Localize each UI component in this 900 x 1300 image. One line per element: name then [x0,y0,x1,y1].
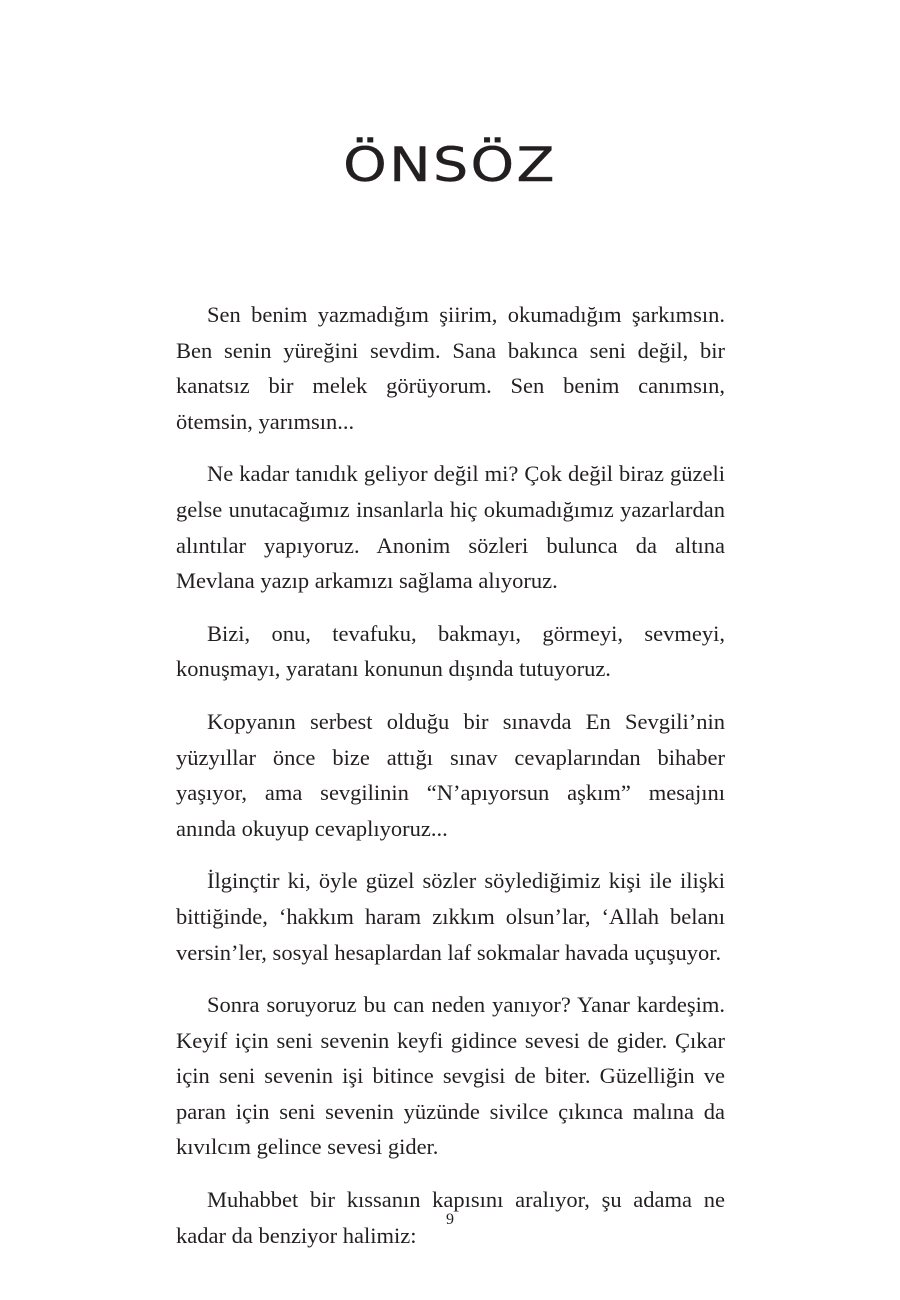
paragraph: Bizi, onu, tevafuku, bakmayı, görmeyi, sevmeyi, konuşmayı, yaratanı konunun dışında tutuyoruz. [176,620,725,682]
page-number: 9 [446,1211,454,1228]
paragraph: Ne kadar tanıdık geliyor değil mi? Çok değil biraz güzeli gelse unutacağımız insanlarla hiç okumadığımız yazarlardan alıntılar yapıyoruz. Anonim sözleri bulunca da altına Mevlana yazıp arkamızı sağlama alıyoruz. [176,461,725,594]
body-text [176,297,725,1270]
paragraph: İlginçtir ki, öyle güzel sözler söylediğimiz kişi ile ilişki bittiğinde, ‘hakkım haram zıkkım olsun’lar, ‘Allah belanı versin’ler, sosyal hesaplardan laf sokmalar havada uçuşuyor. [176,868,725,965]
paragraph: Kopyanın serbest olduğu bir sınavda En Sevgili’nin yüzyıllar önce bize attığı sınav cevaplarından bihaber yaşıyor, ama sevgilinin “N’apıyorsun aşkım” mesajını anında okuyup cevaplıyoruz... [176,708,725,841]
paragraph: Sonra soruyoruz bu can neden yanıyor? Yanar kardeşim. Keyif için seni sevenin keyfi gidince sevesi de gider. Çıkar için seni sevenin işi bitince sevgisi de biter. Güzelliğin ve paran için seni sevenin yüzünde sivilce çıkınca malına da kıvılcım gelince sevesi gider. [176,992,725,1160]
chapter-title: ÖNSÖZ [343,138,557,193]
paragraph: Muhabbet bir kıssanın kapısını aralıyor, şu adama ne kadar da benziyor halimiz: [176,1187,725,1248]
paragraph: Sen benim yazmadığım şiirim, okumadığım şarkımsın. Ben senin yüreğini sevdim. Sana bakınca seni değil, bir kanatsız bir melek görüyorum. Sen benim canımsın, ötemsin, yarımsın... [176,302,725,434]
